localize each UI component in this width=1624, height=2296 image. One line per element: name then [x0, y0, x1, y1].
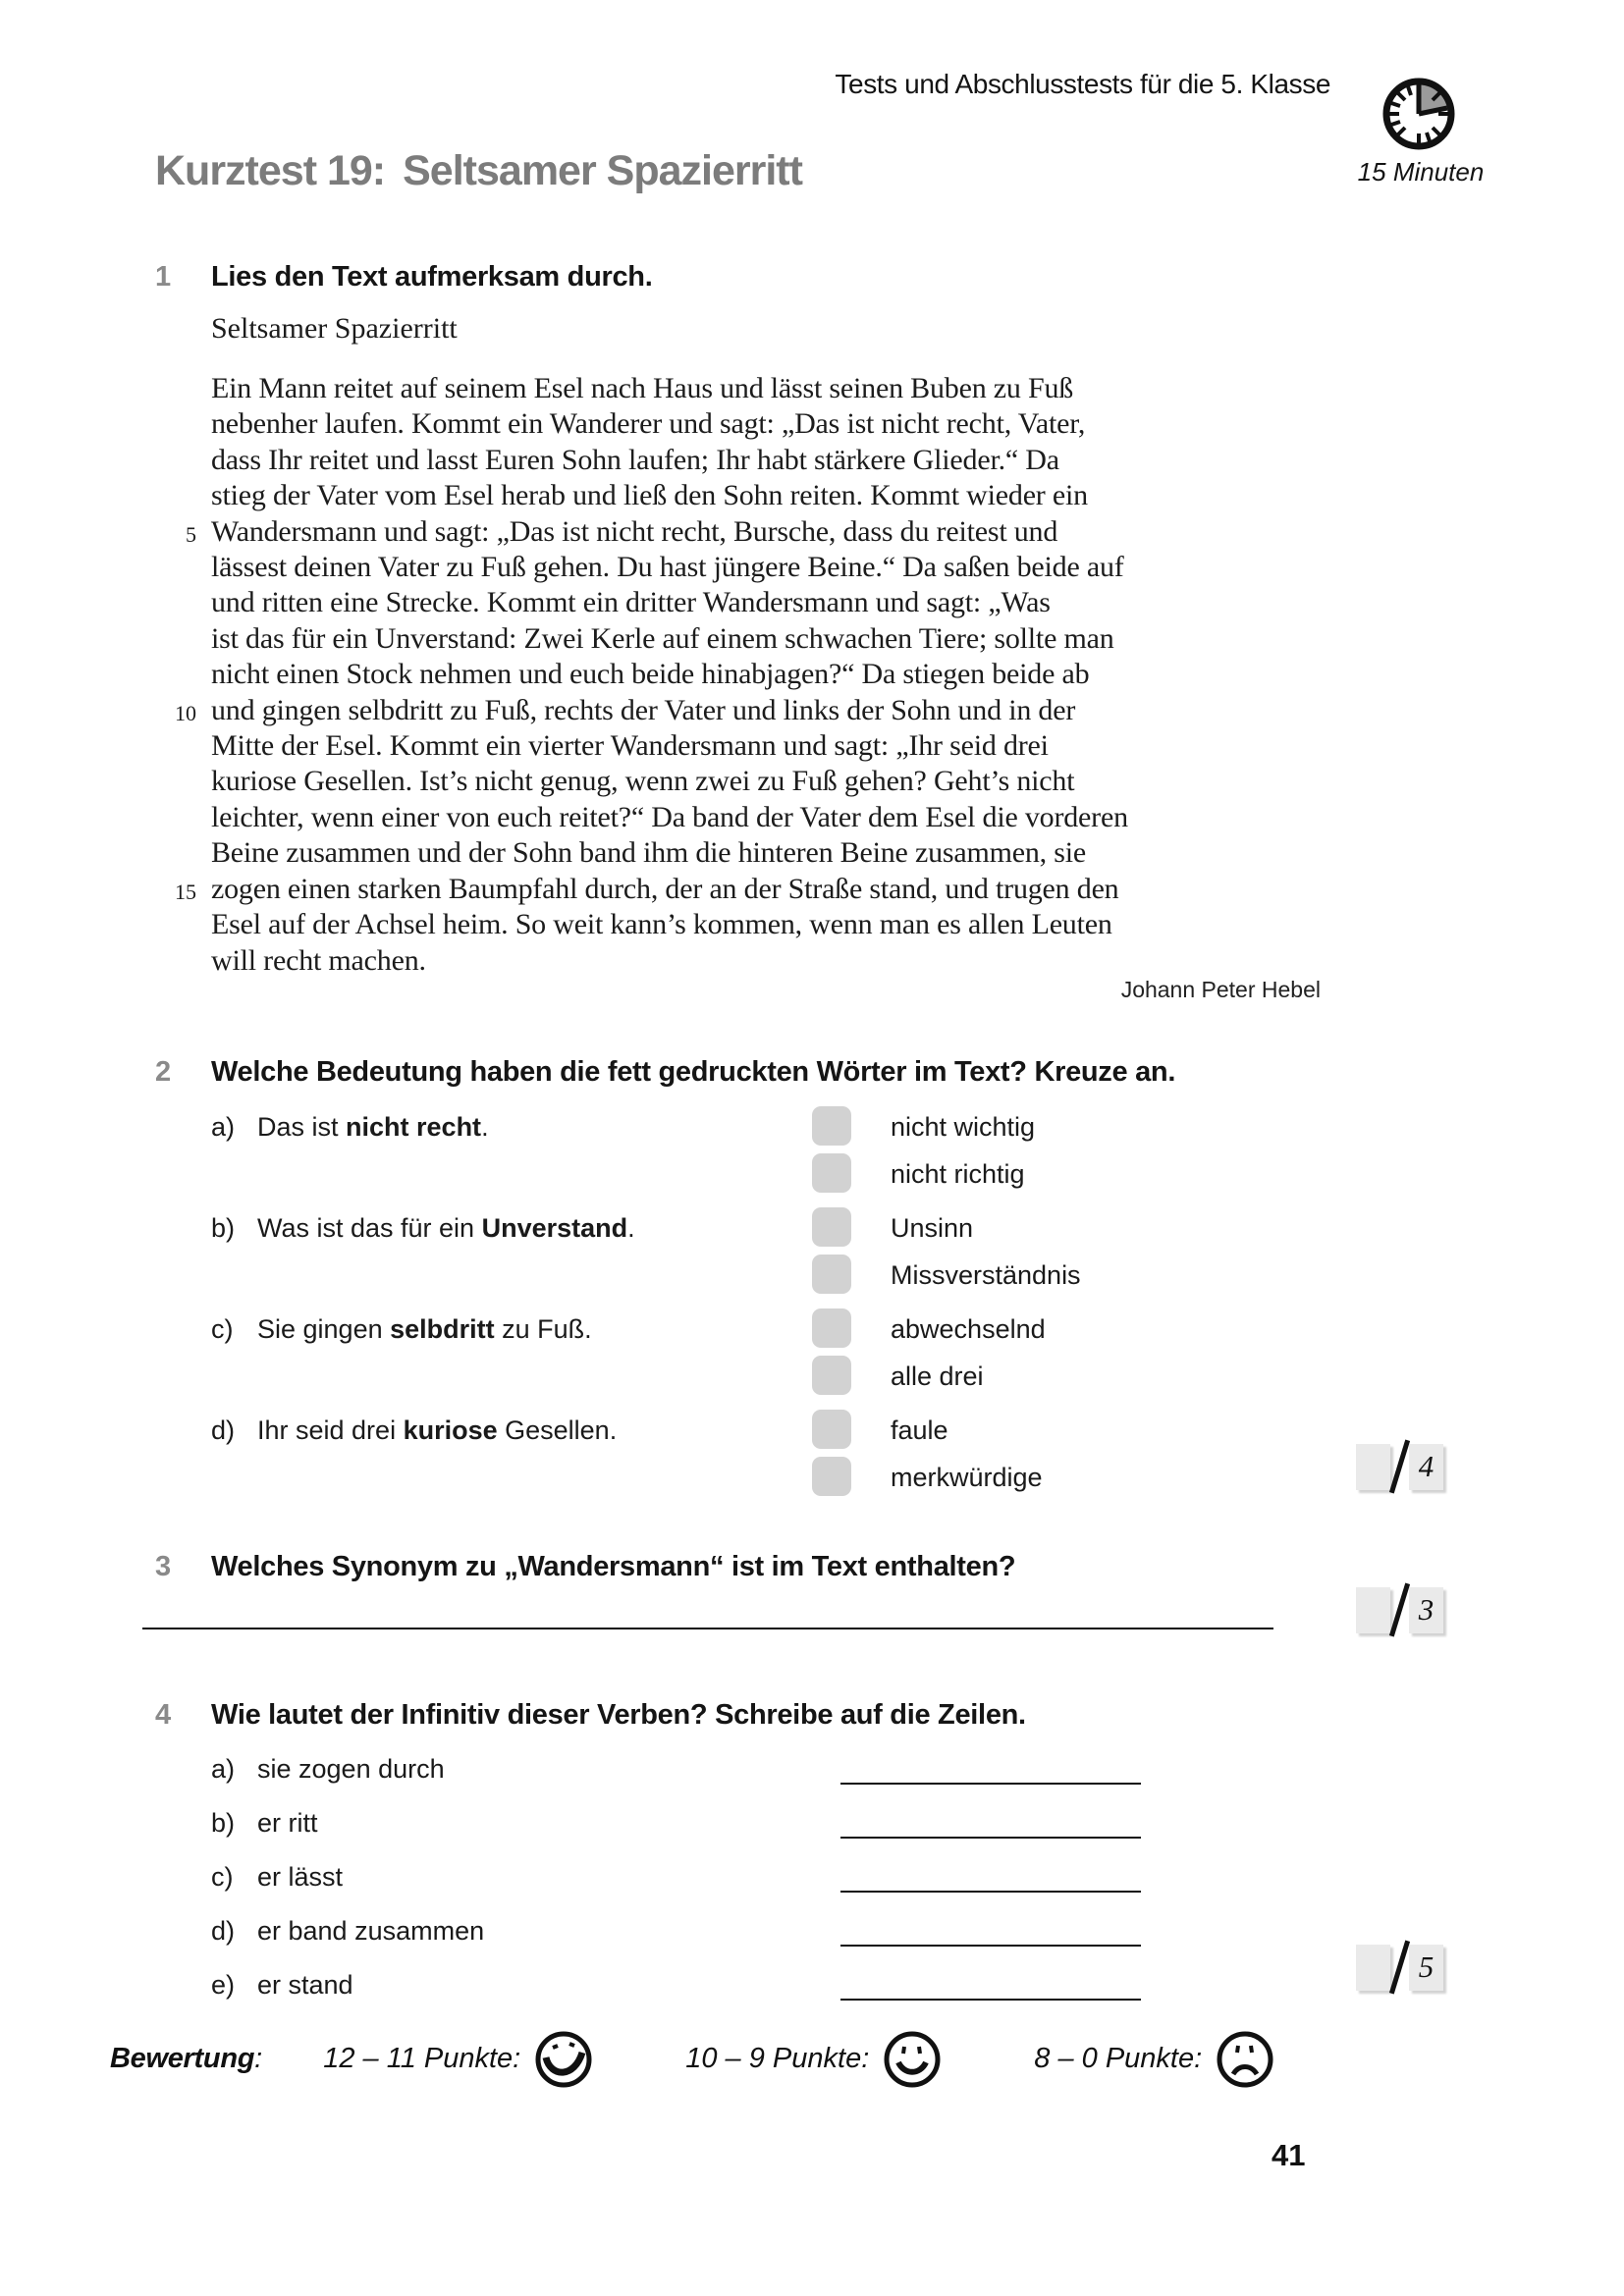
answer-write-line[interactable]	[840, 1945, 1141, 1947]
task4-row-b	[211, 1808, 1429, 1842]
task2-number: 2	[155, 1056, 172, 1088]
timer-clock-icon	[1376, 71, 1462, 157]
rating-range-1: 12 – 11 Punkte:	[323, 2042, 521, 2074]
item-text: Sie gingen selbdritt zu Fuß.	[257, 1314, 592, 1344]
task3-score-widget	[1356, 1582, 1443, 1637]
item-label: c)	[211, 1314, 234, 1344]
answer-write-line[interactable]	[840, 1999, 1141, 2001]
item-text: er lässt	[257, 1862, 344, 1892]
laughing-face-icon	[532, 2026, 595, 2091]
rating-range-3: 8 – 0 Punkte:	[1034, 2042, 1203, 2074]
task4-row-e	[211, 1970, 1429, 2003]
score-slash	[1389, 1582, 1410, 1636]
item-label: d)	[211, 1415, 236, 1445]
option-label: faule	[891, 1415, 948, 1445]
task3-prompt: Welches Synonym zu „Wandersmann“ ist im Text enthalten?	[211, 1551, 1016, 1582]
item-text: er ritt	[257, 1808, 318, 1838]
passage-line-number-15: 15	[175, 880, 196, 904]
page-number: 41	[1272, 2138, 1306, 2172]
answer-checkbox[interactable]	[812, 1410, 851, 1449]
answer-checkbox[interactable]	[812, 1106, 851, 1146]
sad-face-icon	[1214, 2026, 1276, 2091]
task2-prompt: Welche Bedeutung haben die fett gedruckten Wörter im Text? Kreuze an.	[211, 1056, 1176, 1088]
passage-line-number-5: 5	[186, 522, 196, 547]
item-text: er stand	[257, 1970, 353, 2000]
score-input-box[interactable]	[1356, 1945, 1390, 1991]
rating-range-2: 10 – 9 Punkte:	[685, 2042, 870, 2074]
score-input-box[interactable]	[1356, 1444, 1390, 1490]
task2-item-c	[211, 1308, 1429, 1403]
rating-legend: Bewertung : 12 – 11 Punkte: 10 – 9 Punkte: 8 – 0 Punkte:	[110, 2026, 1276, 2091]
answer-write-line[interactable]	[840, 1783, 1141, 1785]
book-section-header: Tests und Abschlusstests für die 5. Klasse	[835, 69, 1330, 99]
item-label: e)	[211, 1970, 236, 2000]
task2-item-a	[211, 1106, 1429, 1201]
time-limit-label: 15 Minuten	[1357, 157, 1485, 187]
option-label: merkwürdige	[891, 1463, 1043, 1492]
option-label: Unsinn	[891, 1213, 974, 1243]
score-max-box: 5	[1409, 1945, 1443, 1991]
answer-checkbox[interactable]	[812, 1356, 851, 1395]
score-max-box: 3	[1409, 1587, 1443, 1633]
task1-prompt: Lies den Text aufmerksam durch.	[211, 261, 653, 293]
item-label: a)	[211, 1112, 236, 1142]
score-slash	[1389, 1439, 1410, 1493]
item-label: a)	[211, 1754, 236, 1784]
smiling-face-icon	[881, 2026, 944, 2091]
passage-line-number-10: 10	[175, 701, 196, 725]
option-label: nicht wichtig	[891, 1112, 1036, 1142]
item-text: Ihr seid drei kuriose Gesellen.	[257, 1415, 618, 1445]
task1-number: 1	[155, 261, 172, 293]
task4-row-c	[211, 1862, 1429, 1896]
task4-prompt: Wie lautet der Infinitiv dieser Verben? Schreibe auf die Zeilen.	[211, 1699, 1026, 1731]
answer-write-line[interactable]	[840, 1837, 1141, 1839]
page-title: Kurztest 19: Seltsamer Spazierritt	[155, 147, 802, 194]
answer-write-line[interactable]	[142, 1628, 1273, 1629]
item-text: er band zusammen	[257, 1916, 485, 1946]
score-max-box: 4	[1409, 1444, 1443, 1490]
option-label: nicht richtig	[891, 1159, 1025, 1189]
rating-label: Bewertung	[110, 2042, 255, 2074]
option-label: abwechselnd	[891, 1314, 1046, 1344]
task2-item-d	[211, 1410, 1429, 1504]
task2-item-b	[211, 1207, 1429, 1302]
task3-number: 3	[155, 1551, 172, 1582]
task4-number: 4	[155, 1699, 172, 1731]
option-label: Missverständnis	[891, 1260, 1081, 1290]
item-label: b)	[211, 1808, 236, 1838]
item-label: c)	[211, 1862, 234, 1892]
answer-checkbox[interactable]	[812, 1153, 851, 1193]
answer-checkbox[interactable]	[812, 1255, 851, 1294]
item-text: Das ist nicht recht.	[257, 1112, 489, 1142]
task2-score-widget	[1356, 1439, 1443, 1494]
score-slash	[1389, 1940, 1410, 1994]
option-label: alle drei	[891, 1362, 984, 1391]
author-credit: Johann Peter Hebel	[1120, 977, 1321, 1002]
item-text: Was ist das für ein Unverstand.	[257, 1213, 635, 1243]
item-text: sie zogen durch	[257, 1754, 445, 1784]
score-input-box[interactable]	[1356, 1587, 1390, 1633]
task4-score-widget	[1356, 1940, 1443, 1995]
reading-passage: Ein Mann reitet auf seinem Esel nach Haus und lässt seinen Buben zu Fuß nebenher laufen. Kommt ein Wanderer und sagt: „Das ist nicht recht, Vater, dass Ihr reitet und lasst Euren Sohn laufen; Ihr habt stärkere Glieder.“ Da stieg der Vater vom Esel herab und ließ den Sohn reiten. Kommt wieder ein Wandersmann und sagt: „Das ist nicht recht, Bursche, dass du reitest und lässest deinen Vater zu Fuß gehen. Du hast jüngere Beine.“ Da saßen beide auf und ritten eine Strecke. Kommt ein dritter Wandersmann und sagt: „Was ist das für ein Unverstand: Zwei Kerle auf einem schwachen Tiere; sollte man nicht einen Stock nehmen und euch beide hinabjagen?“ Da stiegen beide ab und gingen selbdritt zu Fuß, rechts der Vater und links der Sohn und in der Mitte der Esel. Kommt ein vierter Wandersmann und sagt: „Ihr seid drei kuriose Gesellen. Ist’s nicht genug, wenn zwei zu Fuß gehen? Geht’s nicht leichter, wenn einer von euch reitet?“ Da band der Vater dem Esel die vorderen Beine zusammen und der Sohn band ihm die hinteren Beine zusammen, sie zogen einen starken Baumpfahl durch, der an der Straße stand, und trugen den Esel auf der Achsel heim. So weit kann’s kommen, wenn man es allen Leuten will recht machen.	[211, 372, 1128, 977]
answer-write-line[interactable]	[840, 1891, 1141, 1893]
answer-checkbox[interactable]	[812, 1457, 851, 1496]
task4-row-a	[211, 1754, 1429, 1788]
answer-checkbox[interactable]	[812, 1308, 851, 1348]
item-label: b)	[211, 1213, 236, 1243]
reading-text-title: Seltsamer Spazierritt	[211, 312, 458, 345]
item-label: d)	[211, 1916, 236, 1946]
answer-checkbox[interactable]	[812, 1207, 851, 1247]
task4-row-d	[211, 1916, 1429, 1949]
